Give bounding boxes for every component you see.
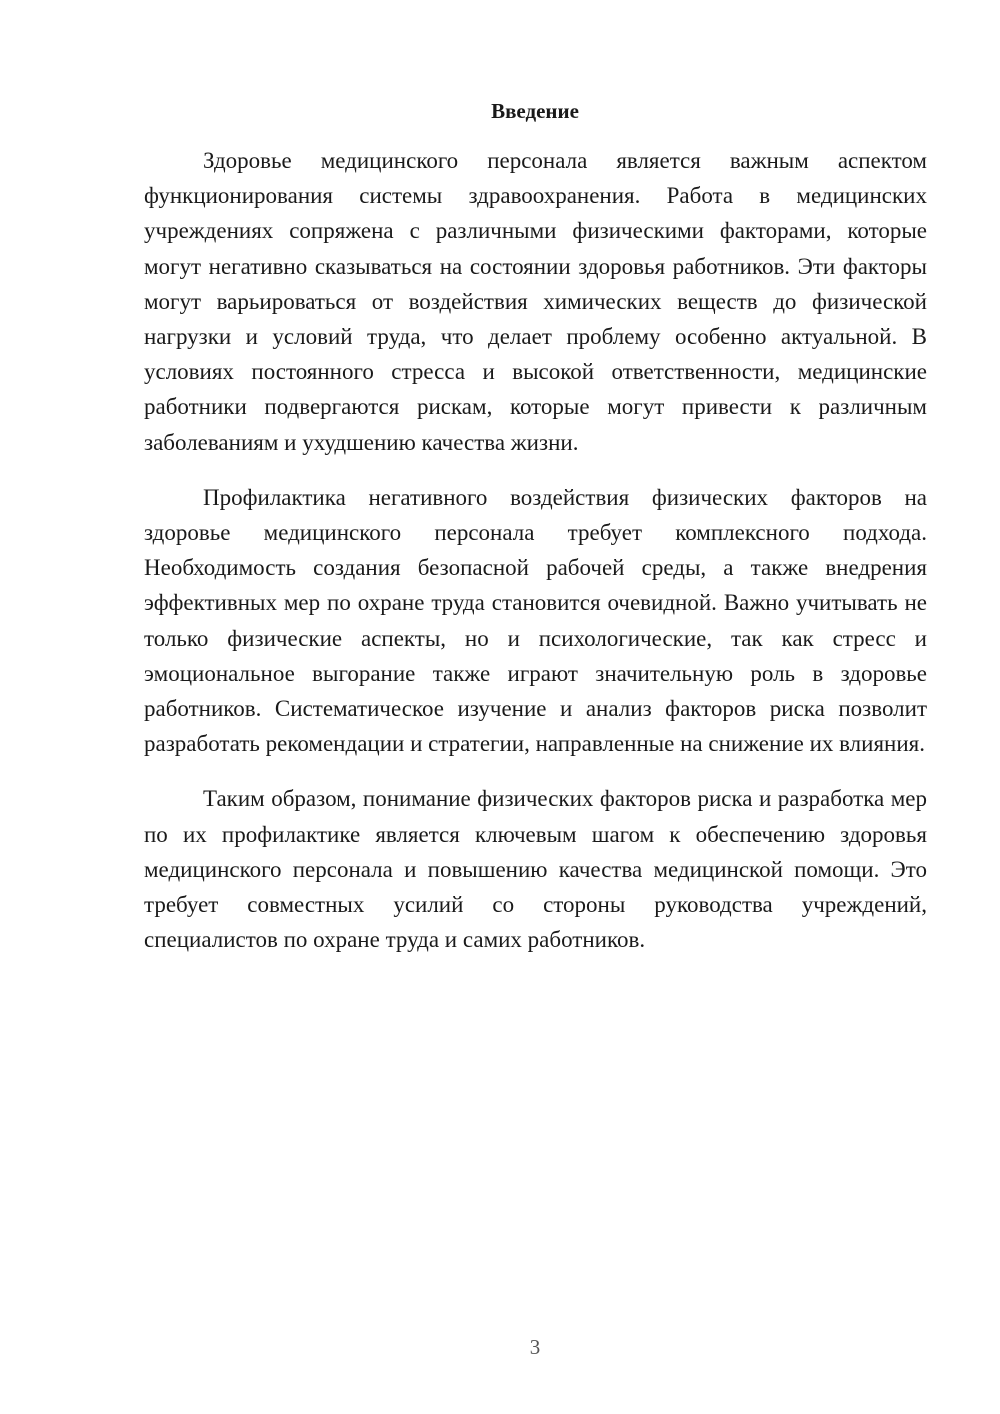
paragraph-2: Профилактика негативного воздействия физических факторов на здоровье медицинского персонала требует комплексного подхода. Необходимость создания безопасной рабочей среды, а также внедрения эффективных мер по охране труда становится очевидной. Важно учитывать не только физические аспекты, но и психологические, так как стресс и эмоциональное выгорание также играют значительную роль в здоровье работников. Систематическое изучение и анализ факторов риска позволит разработать рекомендации и стратегии, направленные на снижение их влияния. (144, 484, 927, 757)
body-text (144, 143, 927, 957)
paragraph-3: Таким образом, понимание физических факторов риска и разработка мер по их профилактике является ключевым шагом к обеспечению здоровья медицинского персонала и повышению качества медицинской помощи. Это требует совместных усилий со стороны руководства учреждений, специалистов по охране труда и самих работников. (144, 786, 927, 953)
paragraph-1: Здоровье медицинского персонала является важным аспектом функционирования системы здравоохранения. Работа в медицинских учреждениях сопряжена с различными физическими факторами, которые могут негативно сказываться на состоянии здоровья работников. Эти факторы могут варьироваться от воздействия химических веществ до физической нагрузки и условий труда, что делает проблему особенно актуальной. В условиях постоянного стресса и высокой ответственности, медицинские работники подвергаются рискам, которые могут привести к различным заболеваниям и ухудшению качества жизни. (144, 148, 927, 455)
page-number: 3 (529, 1335, 541, 1359)
section-title: Введение (491, 99, 579, 123)
